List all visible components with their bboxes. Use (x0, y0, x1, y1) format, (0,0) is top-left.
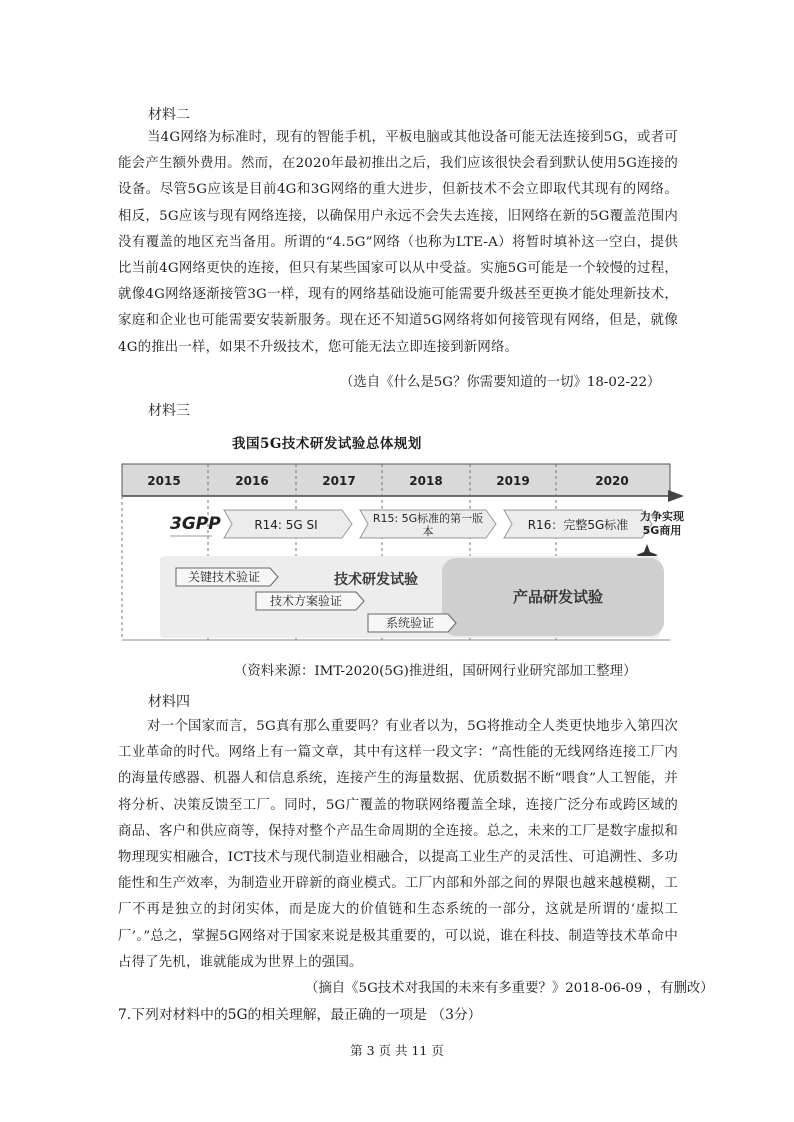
material3-heading: 材料三 (148, 403, 190, 419)
phase-label-r16: R16：完整5G标准 (527, 518, 629, 532)
page-footer: 第 3 页 共 11 页 (350, 1043, 444, 1058)
3gpp-logo-text: 3GPP (170, 514, 221, 534)
3gpp-logo (170, 514, 221, 536)
material4-paragraph: 对一个国家而言，5G真有那么重要吗？有业者以为，5G将推动全人类更快地步入第四次工业革命的时代。网络上有一篇文章，其中有这样一段文字：“高性能的无线网络连接工厂内的海量传感器、机器人和信息系统，连接产生的海量数据、优质数据不断“喂食”人工智能，并将分析、决策反馈至工厂。同时，5G广覆盖的物联网络覆盖全球，连接广泛分布或跨区域的商品、客户和供应商等，保持对整个产品生命周期的全连接。总之，未来的工厂是数字虚拟和物理现实相融合，ICT技术与现代制造业相融合，以提高工业生产的灵活性、可追溯性、多功能性和生产效率，为制造业开辟新的商业模式。工厂内部和外部之间的界限也越来越模糊，工厂不再是独立的封闭实体，而是庞大的价值链和生态系统的一部分，这就是所谓的‘虚拟工厂’。”总之，掌握5G网络对于国家来说是极其重要的，可以说，谁在科技、制造等技术革命中占得了先机，谁就能成为世界上的强国。 (118, 719, 678, 970)
material2-source: （选自《什么是5G？你需要知道的一切》18-02-22） (340, 375, 661, 390)
goal-label-line2: 5G商用 (642, 524, 682, 537)
material2-heading: 材料二 (148, 107, 190, 123)
year-label-2018: 2018 (409, 474, 443, 488)
question-7: 7.下列对材料中的5G的相关理解，最正确的一项是 （3分） (118, 1007, 482, 1023)
goal-label-line1: 力争实现 (640, 510, 684, 523)
stage2-label: 产品研发试验 (512, 588, 604, 606)
timeline-arrowhead (668, 490, 684, 502)
year-label-2019: 2019 (496, 474, 530, 488)
test-label-system: 系统验证 (385, 616, 435, 630)
material4-heading: 材料四 (148, 694, 190, 710)
year-label-2015: 2015 (147, 474, 181, 488)
test-label-tech-plan: 技术方案验证 (269, 594, 343, 608)
chart-title: 我国5G技术研发试验总体规划 (232, 436, 422, 452)
5g-roadmap-diagram (120, 458, 688, 642)
year-label-2017: 2017 (322, 474, 356, 488)
test-label-key-tech: 关键技术验证 (187, 570, 261, 584)
year-label-2020: 2020 (595, 474, 629, 488)
material3-source: （资料来源：IMT-2020(5G)推进组，国研网行业研究部加工整理） (234, 664, 637, 679)
material4-source: （摘自《5G技术对我国的未来有多重要？》2018-06-09 ，有删改） (305, 981, 714, 996)
stage1-label: 技术研发试验 (334, 572, 418, 588)
year-label-2016: 2016 (235, 474, 269, 488)
phase-label-r14: R14: 5G SI (254, 518, 318, 532)
year-header-band (122, 464, 670, 496)
phase-label-r15: R15: 5G标准的第一版本 (372, 512, 484, 538)
material2-paragraph: 当4G网络为标准时，现有的智能手机，平板电脑或其他设备可能无法连接到5G，或者可能会产生额外费用。然而，在2020年最初推出之后，我们应该很快会看到默认使用5G连接的设备。尽管5G应该是目前4G和3G网络的重大进步，但新技术不会立即取代其现有的网络。相反，5G应该与现有网络连接，以确保用户永远不会失去连接，旧网络在新的5G覆盖范围内没有覆盖的地区充当备用。所谓的“4.5G”网络（也称为LTE-A）将暂时填补这一空白，提供比当前4G网络更快的连接，但只有某些国家可以从中受益。实施5G可能是一个较慢的过程，就像4G网络逐渐接管3G一样，现有的网络基础设施可能需要升级甚至更换才能处理新技术，家庭和企业也可能需要安装新服务。现在还不知道5G网络将如何接管现有网络，但是，就像4G的推出一样，如果不升级技术，您可能无法立即连接到新网络。 (118, 130, 678, 355)
